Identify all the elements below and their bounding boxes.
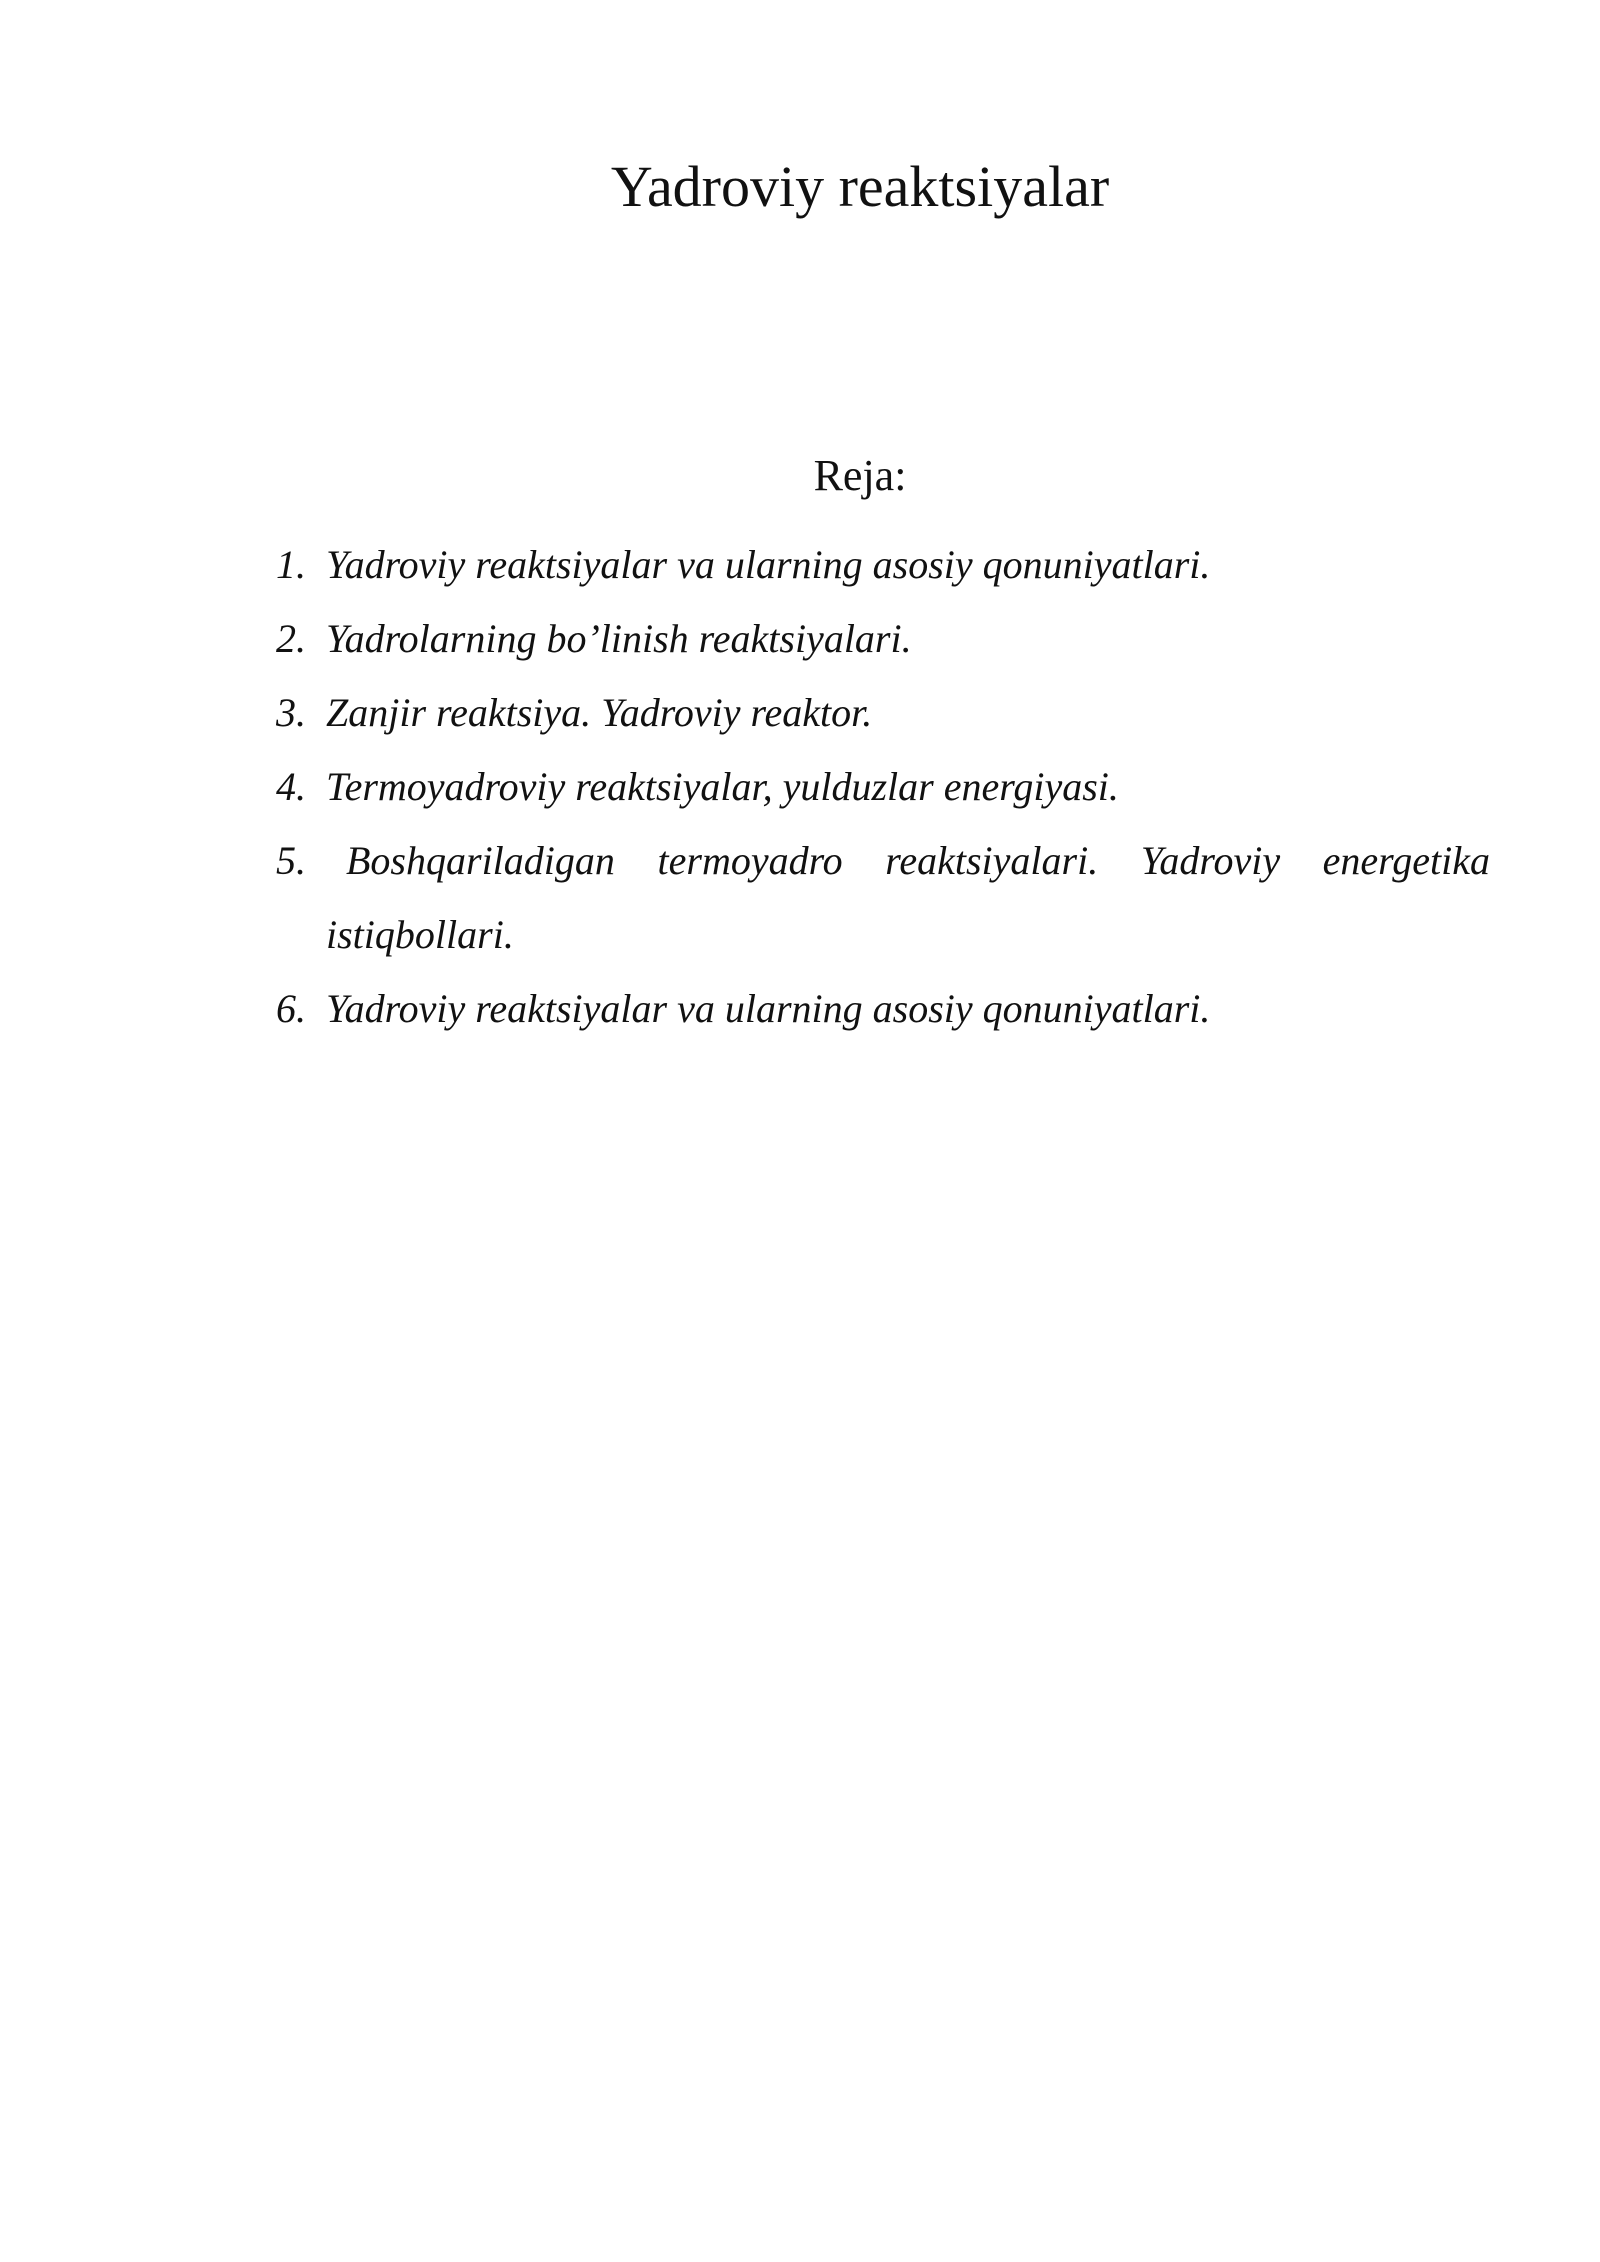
document-title: Yadroviy reaktsiyalar: [610, 154, 1110, 219]
plan-item-text: Zanjir reaktsiya. Yadroviy reaktor.: [326, 690, 873, 735]
plan-item-1: [276, 528, 1490, 602]
plan-item-5: [276, 824, 1490, 972]
plan-item-3: [276, 676, 1490, 750]
plan-heading: Reja:: [813, 451, 907, 500]
plan-item-6: [276, 972, 1490, 1046]
plan-item-number: 1.: [276, 542, 306, 587]
plan-item-number: 5.: [276, 838, 306, 883]
plan-item-text-line1: Boshqariladigan termoyadro reaktsiyalari. Yadroviy energetika: [346, 838, 1490, 883]
plan-item-text: Yadrolarning bo’linish reaktsiyalari.: [326, 616, 912, 661]
plan-list: [276, 528, 1490, 1046]
plan-item-text: Yadroviy reaktsiyalar va ularning asosiy qonuniyatlari.: [326, 986, 1211, 1031]
plan-item-number: 2.: [276, 616, 306, 661]
plan-item-number: 6.: [276, 986, 306, 1031]
plan-item-4: [276, 750, 1490, 824]
plan-item-text: Termoyadroviy reaktsiyalar, yulduzlar energiyasi.: [326, 764, 1119, 809]
plan-item-2: [276, 602, 1490, 676]
plan-item-number: 4.: [276, 764, 306, 809]
plan-item-number: 3.: [276, 690, 306, 735]
plan-item-text: Yadroviy reaktsiyalar va ularning asosiy qonuniyatlari.: [326, 542, 1211, 587]
plan-item-text-line2: istiqbollari.: [326, 912, 514, 957]
